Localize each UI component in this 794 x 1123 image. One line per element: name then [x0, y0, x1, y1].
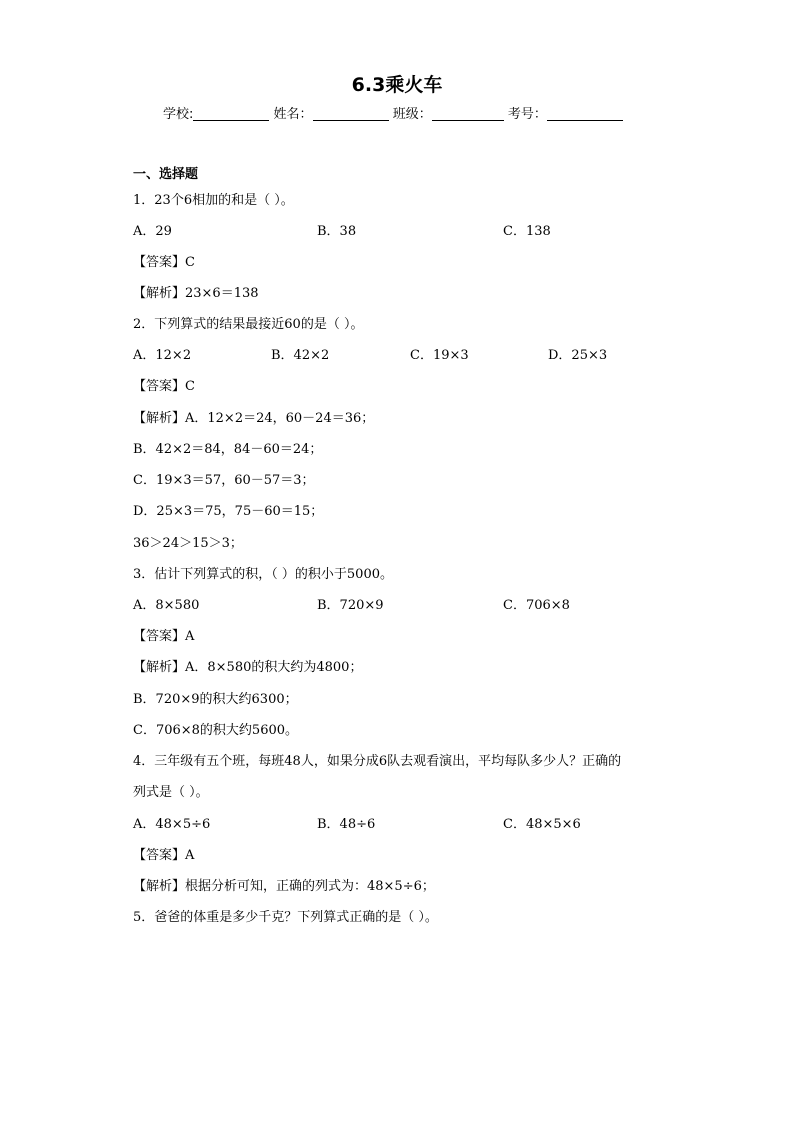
- q1-stem: 1．23个6相加的和是（ ）。: [133, 193, 294, 208]
- q2-analysis-line: C．19×3＝57，60－57＝3；: [133, 473, 315, 488]
- q1-analysis: 【解析】23×6＝138: [133, 286, 259, 301]
- q3-stem: 3．估计下列算式的积，（ ）的积小于5000。: [133, 567, 393, 582]
- q3-option-c: C．706×8: [503, 598, 570, 613]
- q2-answer: 【答案】C: [133, 379, 195, 394]
- q1-option-b: B．38: [317, 224, 357, 239]
- q2-analysis-line: 36＞24＞15＞3；: [133, 536, 243, 551]
- q1-option-c: C．138: [503, 224, 551, 239]
- q3-answer: 【答案】A: [133, 629, 195, 644]
- q4-option-a: A．48×5÷6: [133, 817, 211, 832]
- page-title: 6.3乘火车: [351, 74, 443, 96]
- q4-option-b: B．48÷6: [317, 817, 376, 832]
- q1-answer: 【答案】C: [133, 255, 195, 270]
- class-label: 班级：: [392, 107, 432, 122]
- q4-stem-line2: 列式是（ ）。: [133, 785, 209, 800]
- q5-stem: 5．爸爸的体重是多少千克？下列算式正确的是（ ）。: [133, 910, 438, 925]
- q2-option-a: A．12×2: [133, 348, 192, 363]
- q3-analysis-line: C．706×8的积大约5600。: [133, 723, 299, 738]
- q3-option-a: A．8×580: [133, 598, 200, 613]
- q3-analysis-line: 【解析】A．8×580的积大约为4800；: [133, 660, 363, 675]
- q2-option-d: D．25×3: [548, 348, 608, 363]
- q2-analysis-line: D．25×3＝75，75－60＝15；: [133, 504, 324, 519]
- school-blank: [193, 107, 269, 121]
- student-info-row: [163, 103, 623, 122]
- q2-analysis-line: B．42×2＝84，84－60＝24；: [133, 442, 323, 457]
- class-blank: [432, 107, 504, 121]
- school-label: 学校:: [163, 107, 194, 122]
- name-blank: [313, 107, 389, 121]
- q4-analysis: 【解析】根据分析可知，正确的列式为：48×5÷6；: [133, 879, 435, 894]
- q4-answer: 【答案】A: [133, 848, 195, 863]
- q3-option-b: B．720×9: [317, 598, 384, 613]
- name-label: 姓名：: [273, 107, 313, 122]
- q4-stem-line1: 4．三年级有五个班，每班48人，如果分成6队去观看演出，平均每队多少人？正确的: [133, 754, 622, 769]
- q4-option-c: C．48×5×6: [503, 817, 581, 832]
- q3-analysis-line: B．720×9的积大约6300；: [133, 692, 298, 707]
- section-title: 一、选择题: [133, 167, 199, 182]
- exam-no-blank: [547, 107, 623, 121]
- q2-option-b: B．42×2: [271, 348, 330, 363]
- q2-option-c: C．19×3: [410, 348, 469, 363]
- q2-stem: 2．下列算式的结果最接近60的是（ ）。: [133, 317, 364, 332]
- q2-analysis-line: 【解析】A．12×2＝24，60－24＝36；: [133, 411, 375, 426]
- exam-no-label: 考号：: [507, 107, 547, 122]
- q1-option-a: A．29: [133, 224, 172, 239]
